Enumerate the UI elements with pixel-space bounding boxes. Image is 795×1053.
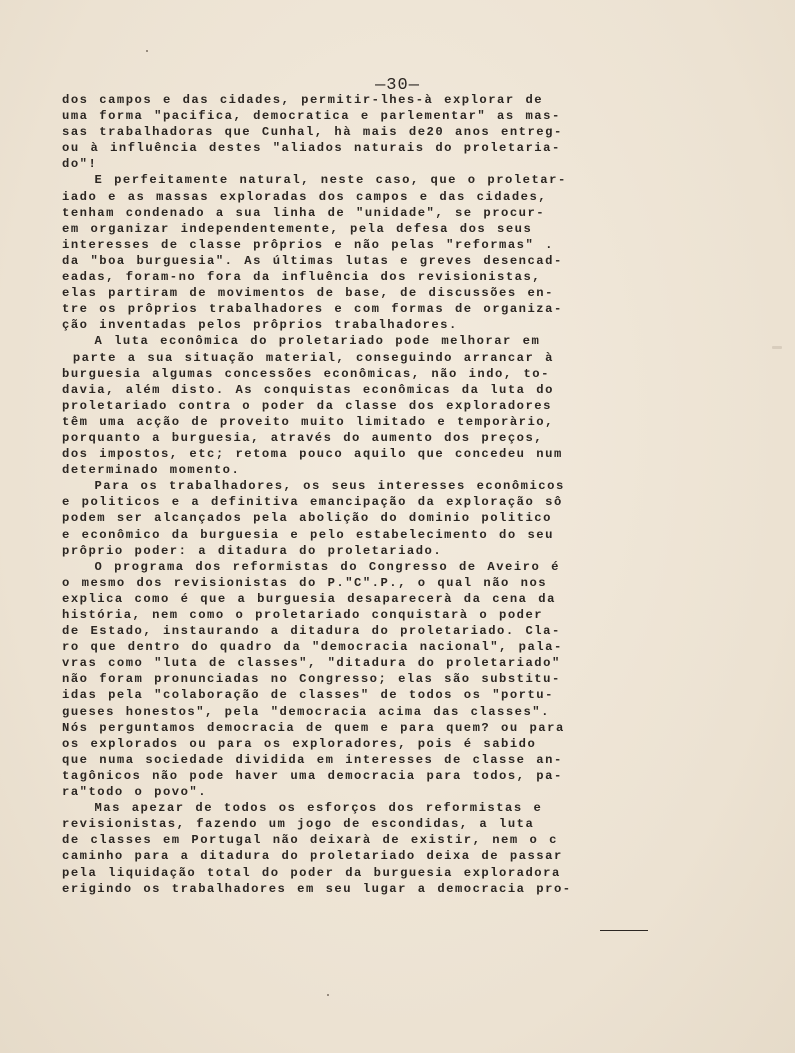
text-line: ra"todo o povo". [62, 785, 208, 800]
text-line: Mas apezar de todos os esforços dos reformistas e [62, 801, 543, 816]
body-text [62, 92, 622, 897]
page-number: —30— [375, 76, 420, 95]
text-line: idas pela "colaboração de classes" de todos os "portu- [62, 688, 554, 703]
text-line: história, nem como o proletariado conquistarà o poder [62, 608, 544, 622]
text-line: caminho para a ditadura do proletariado deixa de passar [62, 849, 563, 864]
text-line: iado e as massas exploradas dos campos e das cidades, [62, 189, 548, 204]
text-line: os explorados ou para os exploradores, pois é sabido [62, 736, 537, 751]
text-line: tenham condenado a sua linha de "unidade", se procur- [62, 205, 546, 220]
text-line: vras como "luta de classes", "ditadura do proletariado" [62, 656, 561, 671]
text-line: A luta econômica do proletariado pode melhorar em [62, 334, 541, 349]
text-line: o mesmo dos revisionistas do P."C".P., o qual não nos [62, 575, 548, 590]
continuation-rule [600, 930, 648, 931]
text-line: porquanto a burguesia, através do aumento dos preços, [62, 430, 544, 445]
text-line: uma forma "pacifica, democratica e parlementar" as mas- [62, 109, 561, 124]
text-line: ou à influência destes "aliados naturais do proletaria- [62, 141, 561, 156]
text-line: podem ser alcançados pela abolição do dominio politico [62, 511, 552, 526]
text-line: que numa sociedade dividida em interesses de classe an- [62, 752, 563, 767]
text-line: revisionistas, fazendo um jogo de escondidas, a luta [62, 817, 535, 832]
text-line: Para os trabalhadores, os seus interesses econômicos [62, 479, 565, 494]
text-line: explica como é que a burguesia desaparecerà da cena da [62, 591, 556, 606]
text-line: gueses honestos", pela "democracia acima das classes". [62, 704, 550, 719]
text-line: têm uma acção de proveito muito limitado e temporàrio, [62, 414, 554, 429]
text-line: de classes em Portugal não deixarà de existir, nem o c [62, 833, 558, 848]
text-line: eadas, foram-no fora da influência dos revisionistas, [62, 270, 542, 285]
text-line: do"! [62, 157, 98, 172]
text-line: sas trabalhadoras que Cunhal, hà mais de20 anos entreg- [62, 125, 563, 140]
text-line: de Estado, instaurando a ditadura do proletariado. Cla- [62, 624, 561, 639]
text-line: burguesia algumas concessões econômicas, não indo, to- [62, 366, 550, 381]
text-line: prôprio poder: a ditadura do proletariado. [62, 543, 443, 558]
text-line: pela liquidação total do poder da burguesia exploradora [62, 865, 561, 880]
text-line: dos campos e das cidades, permitir-lhes-à explorar de [62, 93, 544, 107]
paper-speck [146, 50, 148, 52]
text-line: parte a sua situação material, conseguindo arrancar à [62, 350, 554, 365]
text-line: erigindo os trabalhadores em seu lugar a democracia pro- [62, 881, 572, 896]
text-line: O programa dos reformistas do Congresso de Aveiro é [62, 559, 560, 574]
text-line: da "boa burguesia". As últimas lutas e greves desencad- [62, 253, 563, 268]
paper-speck [327, 994, 329, 996]
text-line: proletariado contra o poder da classe dos exploradores [62, 398, 552, 413]
text-line: determinado momento. [62, 463, 241, 478]
text-line: ro que dentro do quadro da "democracia nacional", pala- [62, 640, 563, 655]
paper-speck [772, 346, 782, 349]
text-line: elas partiram de movimentos de base, de discussões en- [62, 286, 554, 301]
text-line: e econômico da burguesia e pelo estabelecimento do seu [62, 527, 554, 542]
text-line: tre os prôprios trabalhadores e com formas de organiza- [62, 302, 563, 317]
text-line: Nós perguntamos democracia de quem e para quem? ou para [62, 720, 565, 735]
text-line: dos impostos, etc; retoma pouco aquilo que concedeu num [62, 447, 563, 462]
text-line: interesses de classe prôprios e não pelas "reformas" . [62, 237, 554, 252]
text-line: em organizar independentemente, pela defesa dos seus [62, 221, 533, 236]
text-line: ção inventadas pelos prôprios trabalhadores. [62, 318, 458, 333]
text-line: davia, além disto. As conquistas econômicas da luta do [62, 382, 554, 397]
text-line: E perfeitamente natural, neste caso, que o proletar- [62, 173, 567, 188]
text-line: não foram pronunciadas no Congresso; elas são substitu- [62, 672, 561, 687]
text-line: tagônicos não pode haver uma democracia para todos, pa- [62, 768, 563, 783]
text-line: e politicos e a definitiva emancipação da exploração sô [62, 495, 563, 510]
